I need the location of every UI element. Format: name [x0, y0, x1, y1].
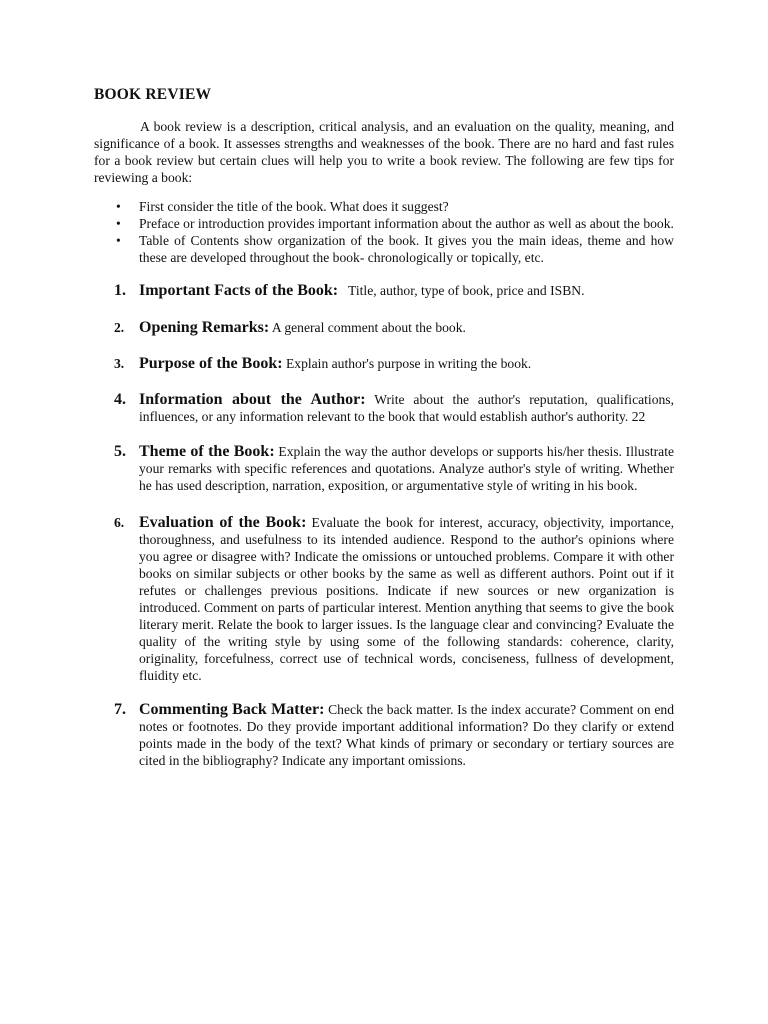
section-number: 3.: [114, 356, 125, 371]
section-heading: Theme of the Book:: [139, 443, 275, 460]
tip-text: Table of Contents show organization of the book. It gives you the main ideas, theme and how these are developed throughout the book- chronologically or topically, etc.: [139, 233, 674, 265]
section-heading: Information about the Author:: [139, 391, 366, 408]
section-heading: Purpose of the Book:: [139, 355, 283, 372]
section-heading: Important Facts of the Book:: [139, 282, 339, 299]
section-text: Title, author, type of book, price and ISBN.: [348, 283, 585, 298]
section-number: 7.: [114, 701, 126, 718]
section-number: 6.: [114, 515, 125, 530]
tip-item: [94, 215, 674, 232]
section-number: 5.: [114, 443, 126, 460]
bullet-icon: •: [116, 199, 121, 214]
section-number: 4.: [114, 391, 126, 408]
tips-list: [94, 198, 674, 266]
section-text: Explain author's purpose in writing the book.: [285, 356, 532, 371]
document-title: BOOK REVIEW: [94, 86, 212, 103]
bullet-icon: •: [116, 216, 121, 231]
section-opening-remarks: [94, 319, 674, 336]
section-text: Check the back matter. Is the index accurate? Comment on end notes or footnotes. Do they provide important additional information? Do they clarify or extend points made in the body of the text? What kinds of primary or secondary or tertiary sources are cited in the bibliography? Indicate any important omissions.: [139, 702, 674, 768]
section-number: 2.: [114, 320, 125, 335]
intro-paragraph: A book review is a description, critical analysis, and an evaluation on the quality, meaning, and significance of a book. It assesses strengths and weaknesses of the book. There are no hard and fast rules for a book review but certain clues will help you to write a book review. The following are few tips for reviewing a book:: [94, 119, 674, 185]
section-theme: [94, 443, 674, 494]
section-important-facts: [94, 282, 674, 299]
section-evaluation: [94, 514, 674, 684]
tip-text: First consider the title of the book. What does it suggest?: [139, 199, 449, 214]
tip-text: Preface or introduction provides important information about the author as well as about the book.: [139, 216, 674, 231]
section-back-matter: [94, 701, 674, 769]
section-heading: Evaluation of the Book:: [139, 514, 307, 531]
section-author-info: [94, 391, 674, 425]
document-page: [94, 86, 674, 769]
section-purpose: [94, 355, 674, 372]
section-heading: Opening Remarks:: [139, 319, 270, 336]
section-text: Evaluate the book for interest, accuracy, objectivity, importance, thoroughness, and usefulness to its intended audience. Respond to the author's opinions where you agree or disagree with? Indicate the omissions or untouched problems. Compare it with other books on similar subjects or other books by the same as well as different authors. Point out if it refutes or challenges previous positions. Indicate if new sources or new organization is introduced. Comment on parts of particular interest. Mention anything that seems to give the book literary merit. Relate the book to larger issues. Is the language clear and convincing? Evaluate the quality of the writing style by using some of the following standards: coherence, clarity, originality, forcefulness, correct use of technical words, conciseness, fullness of development, fluidity etc.: [139, 515, 674, 683]
section-heading: Commenting Back Matter:: [139, 701, 325, 718]
tip-item: [94, 198, 674, 215]
section-text: Write about the author's reputation, qualifications, influences, or any information relevant to the book that would establish author's authority. 22: [139, 392, 674, 424]
bullet-icon: •: [116, 233, 121, 248]
section-text: Explain the way the author develops or supports his/her thesis. Illustrate your remarks with specific references and quotations. Analyze author's style of writing. Whether he has used description, narration, exposition, or argumentative style of writing in his book.: [139, 444, 675, 493]
section-text: A general comment about the book.: [271, 320, 466, 335]
section-number: 1.: [114, 282, 126, 299]
tip-item: [94, 232, 674, 266]
